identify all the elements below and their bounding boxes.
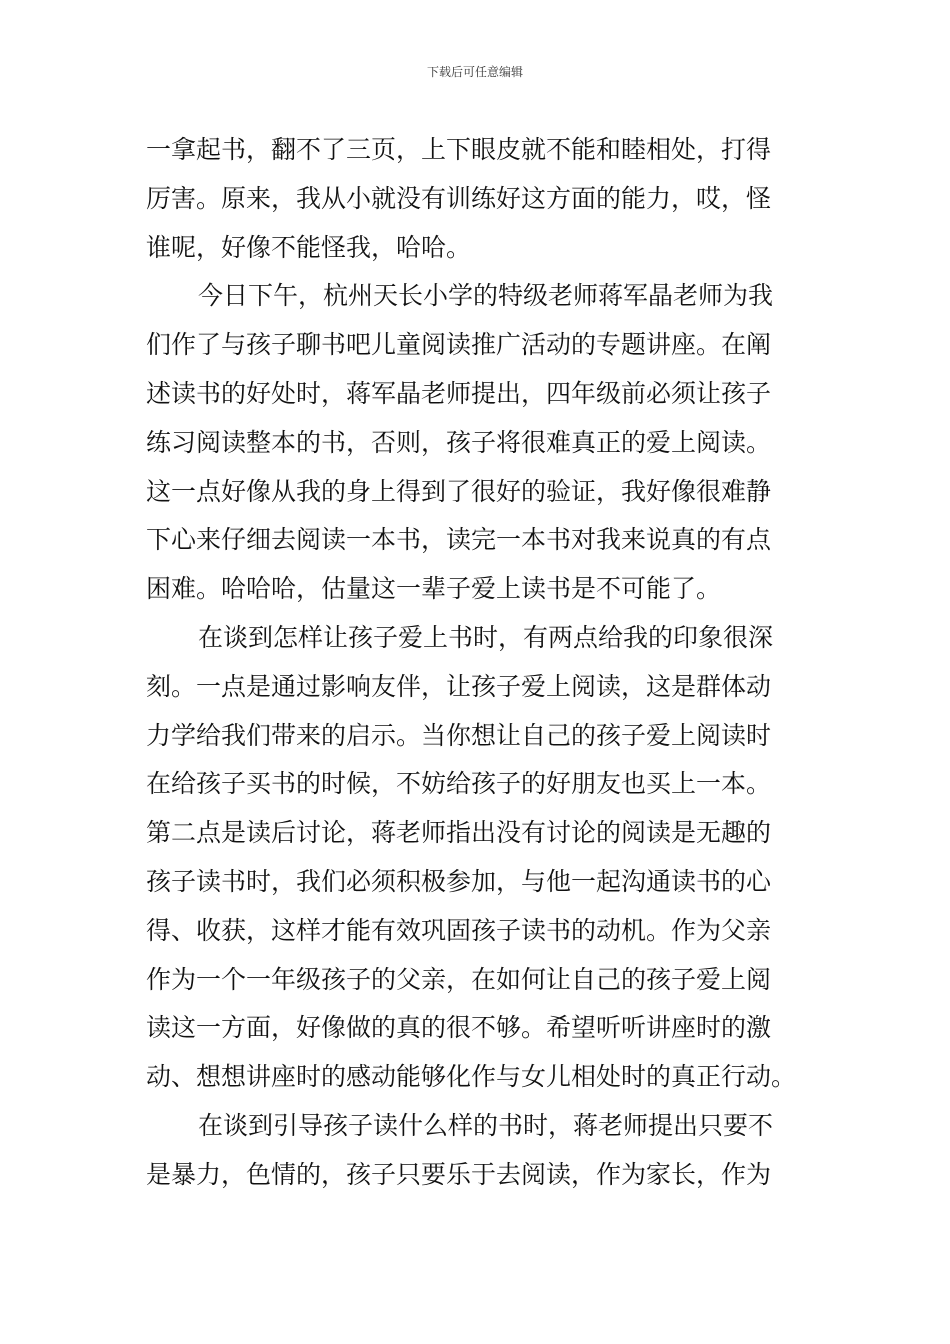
text-line: 力学给我们带来的启示。当你想让自己的孩子爱上阅读时 (146, 720, 772, 750)
document-body (146, 126, 808, 1200)
paragraph-start-line: 今日下午，杭州天长小学的特级老师蒋军晶老师为我 (198, 281, 774, 311)
text-line: 谁呢，好像不能怪我，哈哈。 (146, 232, 472, 262)
text-line: 是暴力，色情的，孩子只要乐于去阅读，作为家长，作为 (146, 1159, 772, 1189)
text-line: 这一点好像从我的身上得到了很好的验证，我好像很难静 (146, 476, 772, 506)
text-line: 下心来仔细去阅读一本书，读完一本书对我来说真的有点 (146, 525, 772, 555)
text-line: 第二点是读后讨论，蒋老师指出没有讨论的阅读是无趣的 (146, 818, 772, 848)
paragraph-start-line: 在谈到怎样让孩子爱上书时，有两点给我的印象很深 (198, 622, 774, 652)
text-line: 困难。哈哈哈，估量这一辈子爱上读书是不可能了。 (146, 574, 722, 604)
text-line: 作为一个一年级孩子的父亲，在如何让自己的孩子爱上阅 (146, 964, 772, 994)
paragraph-start-line: 在谈到引导孩子读什么样的书时，蒋老师提出只要不 (198, 1110, 774, 1140)
text-line: 述读书的好处时，蒋军晶老师提出，四年级前必须让孩子 (146, 378, 772, 408)
text-line: 一拿起书，翻不了三页，上下眼皮就不能和睦相处，打得 (146, 135, 772, 164)
text-line: 厉害。原来，我从小就没有训练好这方面的能力，哎，怪 (146, 183, 772, 213)
text-line: 在给孩子买书的时候，不妨给孩子的好朋友也买上一本。 (146, 769, 772, 799)
text-line: 刻。一点是通过影响友伴，让孩子爱上阅读，这是群体动 (146, 671, 772, 701)
page-header: 下载后可任意编辑 (426, 65, 523, 79)
text-line: 们作了与孩子聊书吧儿童阅读推广活动的专题讲座。在阐 (146, 330, 772, 360)
text-line: 练习阅读整本的书，否则，孩子将很难真正的爱上阅读。 (146, 427, 772, 457)
text-line: 孩子读书时，我们必须积极参加，与他一起沟通读书的心 (146, 866, 772, 896)
text-line: 得、收获，这样才能有效巩固孩子读书的动机。作为父亲 (146, 915, 772, 945)
text-line: 动、想想讲座时的感动能够化作与女儿相处时的真正行动。 (146, 1062, 797, 1092)
text-line: 读这一方面，好像做的真的很不够。希望听听讲座时的激 (146, 1013, 772, 1043)
